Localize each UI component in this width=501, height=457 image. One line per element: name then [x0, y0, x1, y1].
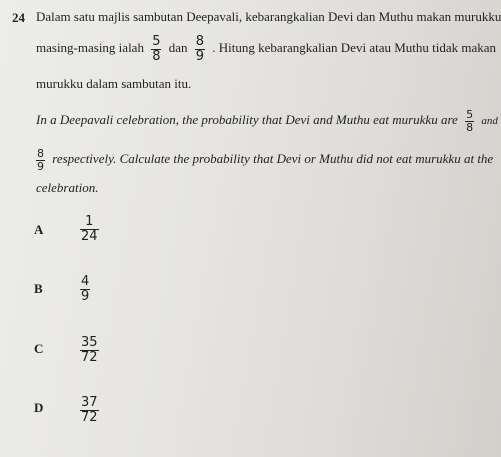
fraction-denominator: 8: [466, 120, 474, 134]
malay-question-line-1: Dalam satu majlis sambutan Deepavali, kebarangkalian Devi dan Muthu makan murukku: [36, 9, 501, 24]
option-d-denominator: 72: [81, 410, 98, 426]
malay-fraction-devi: [151, 35, 161, 63]
option-d-numerator: 37: [81, 395, 98, 410]
question-number: 24: [12, 10, 25, 25]
malay-question-line-2: [36, 35, 496, 63]
option-a-numerator: 1: [85, 214, 94, 229]
fraction-denominator: 8: [152, 48, 161, 64]
option-d-letter: D: [34, 400, 44, 415]
option-b-fraction: [80, 275, 90, 305]
fraction-numerator: 5: [152, 34, 161, 49]
malay-line-2-text-b: dan: [168, 40, 188, 56]
fraction-denominator: 9: [195, 48, 205, 64]
option-c-denominator: 72: [81, 350, 98, 366]
fraction-numerator: 8: [195, 34, 205, 49]
fraction-numerator: 8: [37, 147, 44, 160]
fraction-denominator: 9: [37, 159, 44, 173]
english-line-1-text-b: and: [481, 115, 498, 128]
option-d-fraction: [80, 396, 99, 426]
english-question-line-2: [36, 148, 493, 172]
option-a-denominator: 24: [81, 229, 98, 245]
option-c-letter: C: [34, 341, 44, 356]
english-line-2-text: respectively. Calculate the probability that Devi or Muthu did not eat murukku at the: [52, 151, 494, 167]
english-fraction-devi: [465, 109, 474, 133]
malay-line-2-text-a: masing-masing ialah: [36, 40, 144, 56]
option-a-letter: A: [34, 222, 44, 237]
english-question-line-3: celebration.: [36, 180, 99, 195]
malay-fraction-muthu: [195, 35, 205, 63]
malay-question-line-3: murukku dalam sambutan itu.: [36, 76, 192, 91]
english-question-line-1: [36, 109, 498, 133]
option-b-numerator: 4: [81, 274, 90, 289]
option-b-letter: B: [34, 281, 43, 296]
option-b-denominator: 9: [81, 289, 90, 305]
malay-line-2-text-c: . Hitung kebarangkalian Devi atau Muthu tidak makan: [212, 40, 497, 56]
english-line-1-text-a: In a Deepavali celebration, the probability that Devi and Muthu eat murukku are: [36, 112, 458, 128]
english-fraction-muthu: [36, 148, 45, 172]
option-c-numerator: 35: [81, 335, 98, 350]
fraction-numerator: 5: [466, 108, 474, 121]
option-a-fraction: [80, 215, 99, 245]
option-c-fraction: [80, 336, 99, 366]
